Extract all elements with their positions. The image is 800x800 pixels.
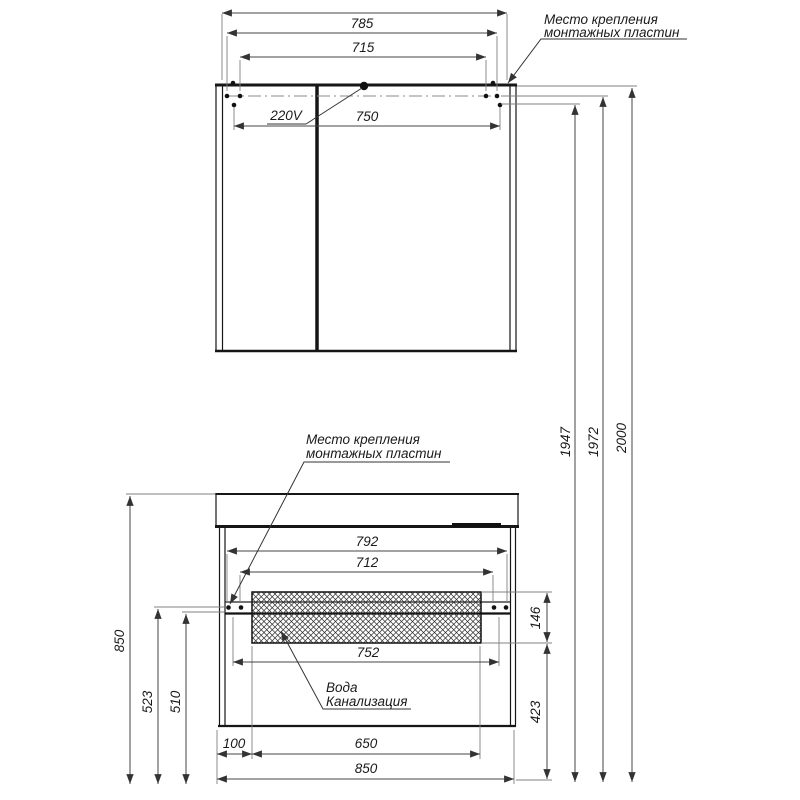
utilities-line1: Вода bbox=[326, 680, 358, 695]
dim-510-label: 510 bbox=[168, 690, 183, 714]
dim-1972-label: 1972 bbox=[586, 426, 601, 458]
dim-752-label: 752 bbox=[356, 645, 380, 660]
power-220v-label: 220V bbox=[270, 108, 302, 123]
dim-2000-label: 2000 bbox=[614, 422, 629, 454]
vanity-mounting-note bbox=[230, 432, 450, 604]
mounting-note-top-line1: Место крепления bbox=[544, 12, 658, 27]
dim-850-vertical-label: 850 bbox=[112, 629, 127, 653]
height-dimensions bbox=[501, 86, 637, 782]
dim-650-label: 650 bbox=[354, 736, 378, 751]
utilities-line2: Канализация bbox=[326, 694, 408, 709]
dim-100-label: 100 bbox=[222, 736, 246, 751]
dim-792-label: 792 bbox=[355, 534, 379, 549]
dim-423-label: 423 bbox=[528, 700, 543, 724]
dim-523-label: 523 bbox=[140, 690, 155, 714]
mirror-mounting-note bbox=[508, 12, 687, 83]
mounting-note-bottom-line1: Место крепления bbox=[306, 432, 420, 447]
mirror-dimensions bbox=[222, 13, 507, 130]
dim-715-label: 715 bbox=[351, 40, 375, 55]
mounting-zone-hatch bbox=[252, 592, 481, 643]
dim-785-label: 785 bbox=[350, 16, 374, 31]
dim-850-bottom-label: 850 bbox=[354, 761, 378, 776]
dim-1947-label: 1947 bbox=[558, 426, 573, 458]
dim-750-label: 750 bbox=[355, 109, 379, 124]
dim-146-label: 146 bbox=[528, 606, 543, 630]
mounting-note-bottom-line2: монтажных пластин bbox=[306, 446, 442, 461]
vanity-cabinet bbox=[215, 493, 519, 726]
dim-712-label: 712 bbox=[355, 555, 379, 570]
mounting-note-top-line2: монтажных пластин bbox=[544, 25, 680, 40]
